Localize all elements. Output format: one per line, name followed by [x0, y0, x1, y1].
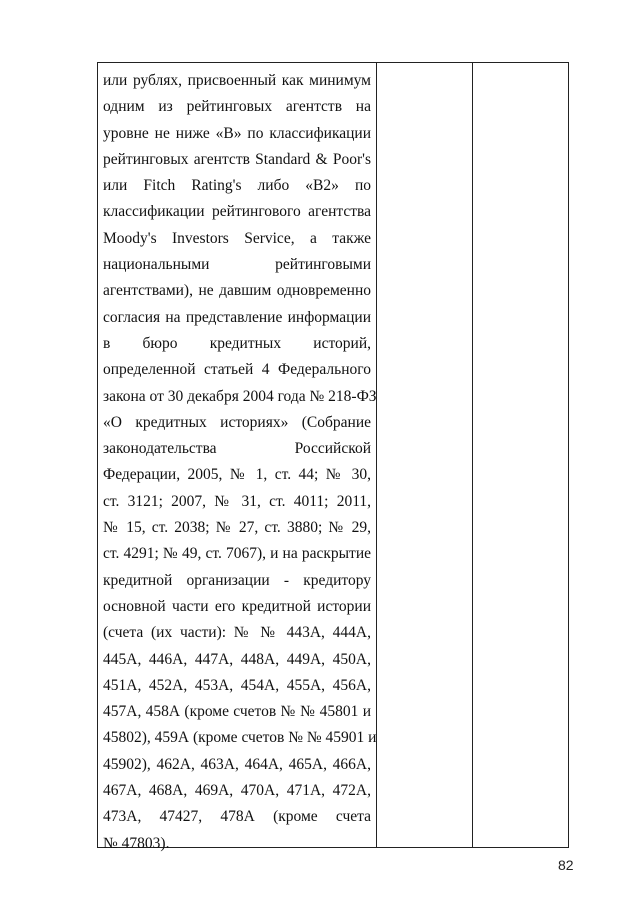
- text-line: классификации рейтингового агентства: [103, 203, 371, 221]
- text-line: 45902), 462А, 463А, 464А, 465А, 466А,: [103, 755, 371, 773]
- text-line: национальными рейтинговыми: [103, 256, 371, 274]
- text-line: 451А, 452А, 453А, 454А, 455А, 456А,: [103, 676, 371, 694]
- text-line: уровне не ниже «В» по классификации: [103, 124, 371, 142]
- text-line: в бюро кредитных историй,: [103, 334, 371, 352]
- column-divider: [472, 63, 473, 847]
- text-line: 445А, 446А, 447А, 448А, 449А, 450А,: [103, 650, 371, 668]
- text-line: 473А, 47427, 478А (кроме счета: [103, 808, 371, 826]
- text-line: одним из рейтинговых агентств на: [103, 98, 371, 116]
- document-table: [97, 62, 569, 852]
- text-line: согласия на представление информации: [103, 308, 371, 326]
- text-line: Федерации, 2005, № 1, ст. 44; № 30,: [103, 466, 371, 484]
- text-line: закона от 30 декабря 2004 года № 218-ФЗ: [103, 387, 377, 405]
- text-line: 457А, 458А (кроме счетов № № 45801 и: [103, 703, 371, 721]
- text-line: кредитной организации - кредитору: [103, 571, 371, 589]
- text-line: ст. 3121; 2007, № 31, ст. 4011; 2011,: [103, 492, 371, 510]
- text-line: (счета (их части): № № 443А, 444А,: [103, 624, 371, 642]
- text-line: ст. 4291; № 49, ст. 7067), и на раскрытие: [103, 545, 371, 563]
- page-number: 82: [558, 857, 574, 873]
- text-line: рейтинговых агентств Standard & Poor's: [103, 150, 371, 168]
- text-line: «О кредитных историях» (Собрание: [103, 413, 371, 431]
- column-divider: [376, 63, 377, 847]
- text-line: Moody's Investors Service, а также: [103, 229, 371, 247]
- table-cell-text: [103, 68, 377, 857]
- text-line: законодательства Российской: [103, 440, 371, 458]
- text-line: № 47803).: [103, 834, 170, 852]
- text-line: или рублях, присвоенный как минимум: [103, 72, 371, 89]
- text-line: основной части его кредитной истории: [103, 597, 371, 615]
- text-line: агентствами), не давшим одновременно: [103, 282, 371, 300]
- text-line: 45802), 459А (кроме счетов № № 45901 и: [103, 729, 377, 747]
- text-line: 467А, 468А, 469А, 470А, 471А, 472А,: [103, 782, 371, 800]
- text-line: или Fitch Rating's либо «B2» по: [103, 177, 371, 195]
- text-line: определенной статьей 4 Федерального: [103, 361, 371, 379]
- text-line: № 15, ст. 2038; № 27, ст. 3880; № 29,: [103, 519, 371, 537]
